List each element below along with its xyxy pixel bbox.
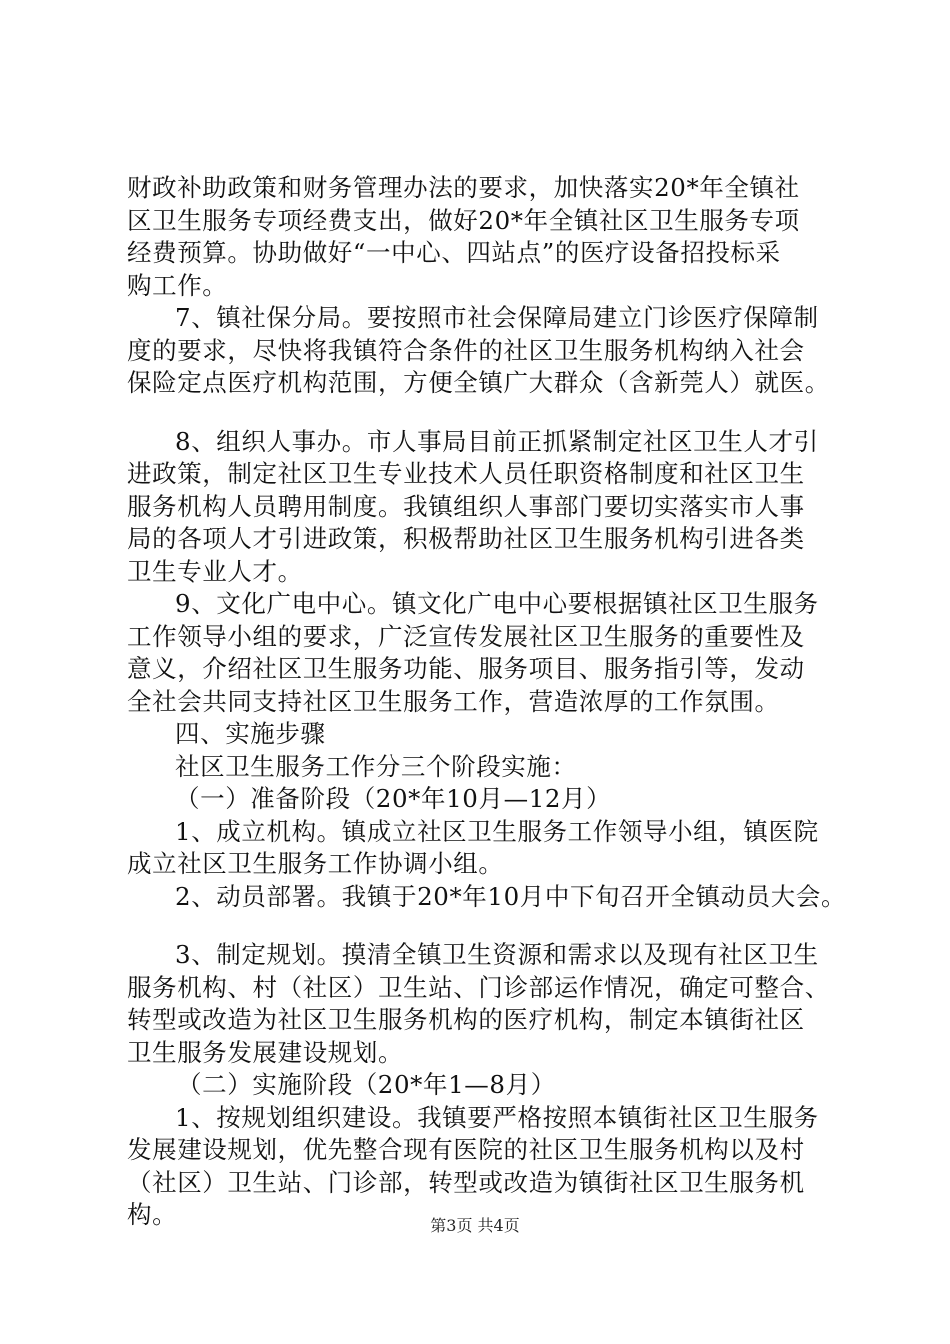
paragraph-gap	[127, 400, 839, 426]
section-heading: 四、实施步骤	[175, 719, 326, 748]
page-number-label: 第3页 共4页	[430, 1216, 520, 1235]
text-line: 局的各项人才引进政策，积极帮助社区卫生服务机构引进各类	[127, 524, 805, 553]
text-line: 发展建设规划，优先整合现有医院的社区卫生服务机构以及村	[127, 1135, 805, 1164]
text-line: 社区卫生服务工作分三个阶段实施：	[175, 751, 577, 781]
document-body	[127, 172, 847, 1232]
subsection-heading: （一）准备阶段（20*年10月—12月）	[175, 784, 612, 813]
text-line: 服务机构、村（社区）卫生站、门诊部运作情况，确定可整合、	[127, 972, 830, 1002]
text-line: 转型或改造为社区卫生服务机构的医疗机构，制定本镇街社区	[127, 1005, 805, 1034]
text-line: 购工作。	[127, 270, 228, 300]
text-line: 意义，介绍社区卫生服务功能、服务项目、服务指引等，发动	[127, 654, 805, 683]
text-line: 8、组织人事办。市人事局目前正抓紧制定社区卫生人才引	[175, 426, 819, 456]
text-line: 3、制定规划。摸清全镇卫生资源和需求以及现有社区卫生	[175, 940, 819, 969]
text-line: 构。	[127, 1200, 178, 1229]
page-footer	[0, 1214, 950, 1238]
text-line: 1、成立机构。镇成立社区卫生服务工作领导小组，镇医院	[175, 816, 819, 846]
text-line: 进政策，制定社区卫生专业技术人员任职资格制度和社区卫生	[127, 459, 805, 488]
text-line: 9、文化广电中心。镇文化广电中心要根据镇社区卫生服务	[175, 589, 819, 618]
text-line: 服务机构人员聘用制度。我镇组织人事部门要切实落实市人事	[127, 491, 805, 521]
text-line: 7、镇社保分局。要按照市社会保障局建立门诊医疗保障制	[175, 303, 819, 332]
text-line: 全社会共同支持社区卫生服务工作，营造浓厚的工作氛围。	[127, 686, 780, 716]
text-line: 成立社区卫生服务工作协调小组。	[127, 849, 504, 878]
text-line: 度的要求，尽快将我镇符合条件的社区卫生服务机构纳入社会	[127, 335, 805, 365]
text-line: 经费预算。协助做好“一中心、四站点”的医疗设备招投标采	[127, 238, 781, 267]
text-line: 保险定点医疗机构范围，方便全镇广大群众（含新莞人）就医。	[127, 368, 830, 397]
text-line: 工作领导小组的要求，广泛宣传发展社区卫生服务的重要性及	[127, 621, 805, 651]
text-line: 1、按规划组织建设。我镇要严格按照本镇街社区卫生服务	[175, 1102, 819, 1132]
text-line: 卫生服务发展建设规划。	[127, 1037, 404, 1067]
text-line: （社区）卫生站、门诊部，转型或改造为镇街社区卫生服务机	[127, 1167, 805, 1197]
text-line: 财政补助政策和财务管理办法的要求，加快落实20*年全镇社	[127, 173, 800, 202]
text-line: 区卫生服务专项经费支出，做好20*年全镇社区卫生服务专项	[127, 205, 800, 235]
text-line: 卫生专业人才。	[127, 556, 303, 586]
subsection-heading: （二）实施阶段（20*年1—8月）	[177, 1070, 556, 1099]
text-line: 2、动员部署。我镇于20*年10月中下旬召开全镇动员大会。	[175, 881, 847, 911]
paragraph-gap	[127, 913, 839, 939]
